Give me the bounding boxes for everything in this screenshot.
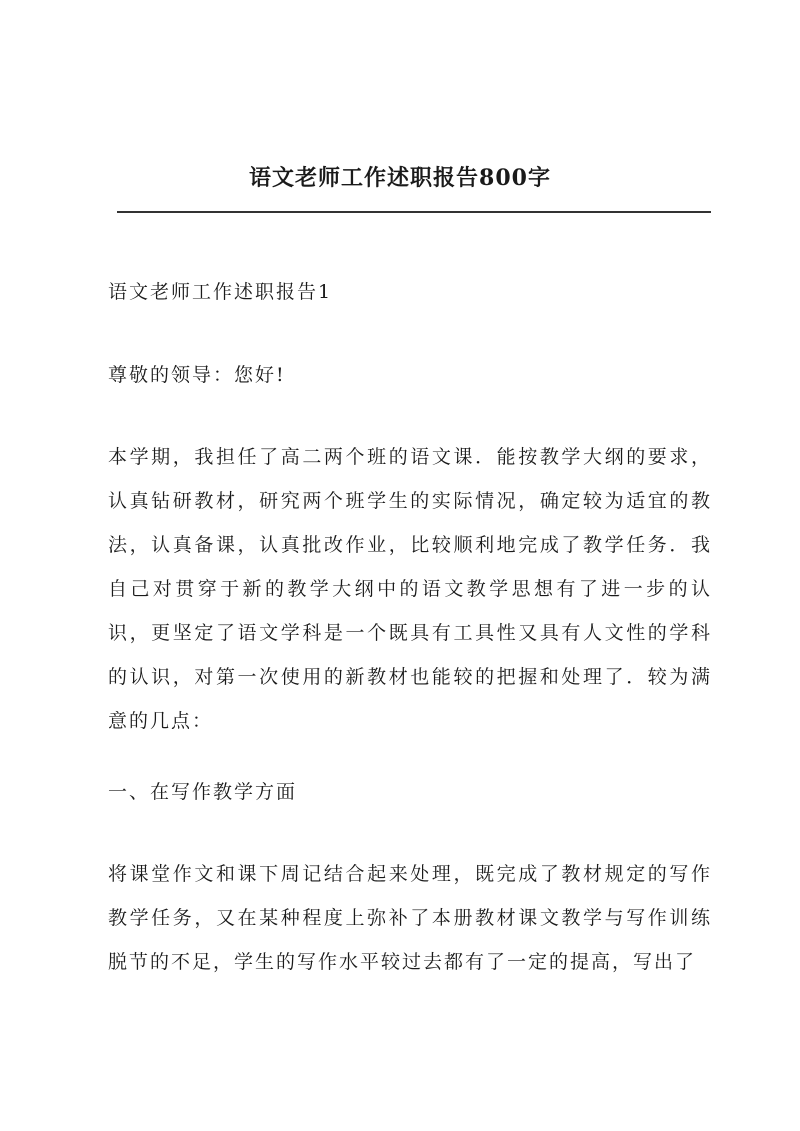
document-title: 语文老师工作述职报告800字 bbox=[249, 165, 551, 191]
body-paragraph-2: 将课堂作文和课下周记结合起来处理，既完成了教材规定的写作教学任务，又在某种程度上弥补了本册教材课文教学与写作训练脱节的不足，学生的写作水平较过去都有了一定的提高，写出了 bbox=[108, 863, 712, 973]
greeting-line: 尊敬的领导：您好! bbox=[108, 364, 286, 386]
title-divider bbox=[117, 211, 711, 213]
section-heading-writing: 一、在写作教学方面 bbox=[108, 781, 298, 803]
body-paragraph-1: 本学期，我担任了高二两个班的语文课．能按教学大纲的要求，认真钻研教材，研究两个班学生的实际情况，确定较为适宜的教法，认真备课，认真批改作业，比较顺利地完成了教学任务．我自己对贯穿于新的教学大纲中的语文教学思想有了进一步的认识，更坚定了语文学科是一个既具有工具性又具有人文性的学科的认识，对第一次使用的新教材也能较的把握和处理了．较为满意的几点： bbox=[108, 446, 712, 732]
report-heading: 语文老师工作述职报告1 bbox=[108, 281, 333, 303]
